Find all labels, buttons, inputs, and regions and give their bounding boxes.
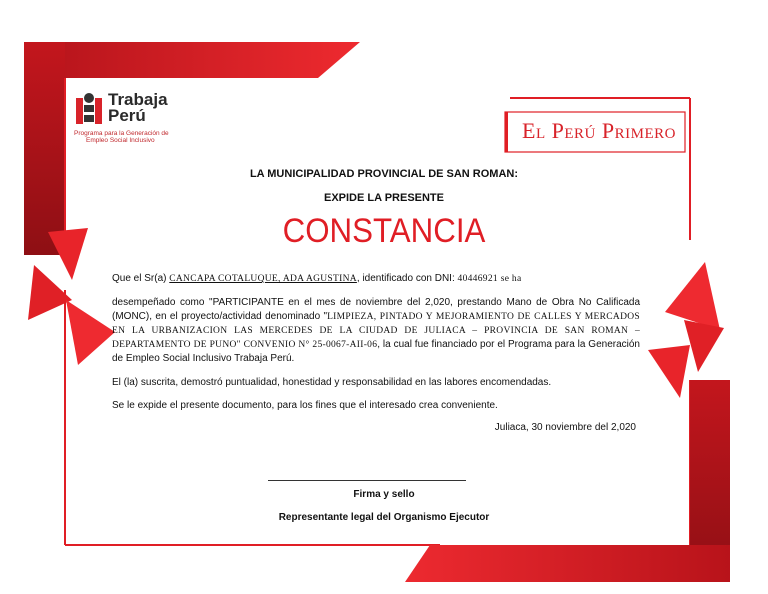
top-left-red-band [24,42,360,78]
signature-line [268,480,466,481]
left-triangle-3 [66,300,115,365]
person-icon [74,92,104,126]
signature-label: Firma y sello [353,489,415,500]
trabaja-peru-logo [74,90,184,150]
signatory-role: Representante legal del Organismo Ejecutor [278,512,490,523]
logo-line-2: Perú [108,106,146,125]
participant-name: CANCAPA COTALUQUE, ADA AGUSTINA [169,274,357,284]
project-name: LIMPIEZA, PINTADO Y MEJORAMIENTO DE CALLES Y MERCADOS EN LA URBANIZACION LAS MERCEDES DE LA CIUDAD DE JULIACA – PROVINCIA DE SAN ROMAN – DEPARTAMENTO DE PUNO" CONVENIO N° 25-0067-AII-06 [112,312,640,350]
main-paragraph: desempeñado como "PARTICIPANTE en el mes de noviembre del 2,020, prestando Mano de Obra No Calificada (MONC), en el proyecto/actividad denominado "LIMPIEZA, PINTADO Y MEJORAMIENTO DE CALLES Y MERCADOS EN LA URBANIZACION LAS MERCEDES DE LA CIUDAD DE JULIACA – PROVINCIA DE SAN ROMAN – DEPARTAMENTO DE PUNO" CONVENIO N° 25-0067-AII-06, la cual fue financiado por el Programa para la Generación de Empleo Social Inclusivo Trabaja Perú. [112,297,640,364]
logo-subtitle-2: Empleo Social Inclusivo [86,137,155,144]
purpose-paragraph: Se le expide el presente documento, para los fines que el interesado crea conveniente. [112,400,498,411]
right-triangle-1 [665,262,720,330]
logo-subtitle-1: Programa para la Generación de [74,130,169,137]
place-date: Juliaca, 30 noviembre del 2,020 [494,422,636,433]
issuer-heading: LA MUNICIPALIDAD PROVINCIAL DE SAN ROMAN: [249,168,519,180]
intro-line: Que el Sr(a) CANCAPA COTALUQUE, ADA AGUSTINA, identificado con DNI: 40446921 se ha [112,273,522,284]
bottom-red-band [405,545,730,582]
document-title: CONSTANCIA [282,212,486,250]
conduct-paragraph: El (la) suscrita, demostró puntualidad, honestidad y responsabilidad en las labores encomendadas. [112,377,552,388]
right-triangle-3 [648,345,690,398]
el-peru-primero-logo: El Perú Primero [522,118,676,143]
right-triangle-2 [684,320,724,372]
dni-value: 40446921 [457,274,498,284]
logo-line-1: Trabaja [108,90,168,109]
expide-heading: EXPIDE LA PRESENTE [323,192,444,204]
